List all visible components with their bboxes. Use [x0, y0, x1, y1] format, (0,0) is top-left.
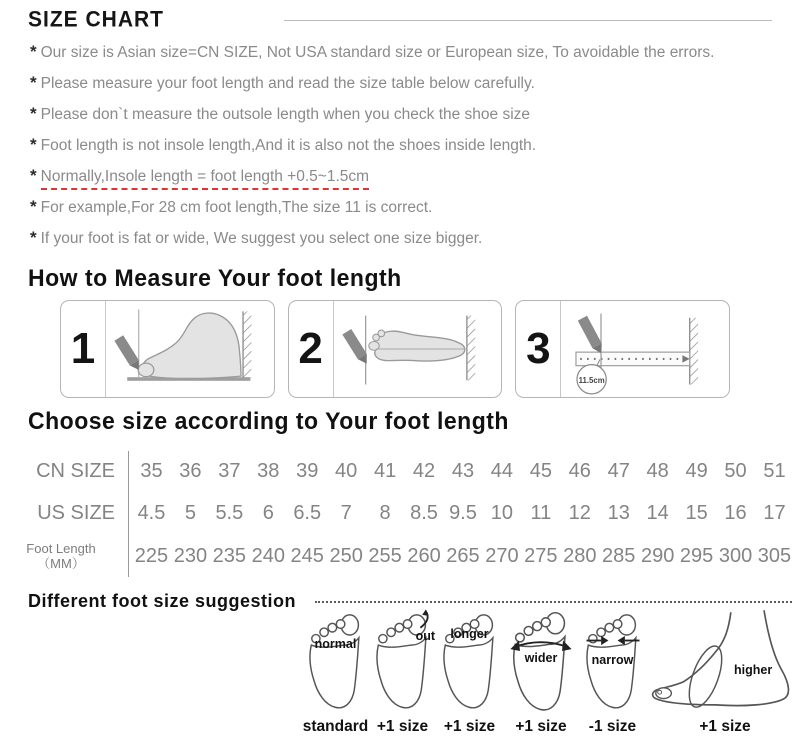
- cn-size-cell: 35: [140, 459, 163, 482]
- step-number: 1: [61, 301, 106, 397]
- us-size-cell: 8.5: [410, 501, 438, 524]
- note-text-underlined: Normally,Insole length = foot length +0.5~1.5cm: [41, 168, 369, 190]
- us-size-cell: 5: [184, 501, 196, 524]
- us-size-cell: 10: [490, 501, 514, 524]
- dotted-divider: [315, 601, 792, 603]
- figure-higher: [646, 605, 800, 736]
- table-divider: [128, 451, 129, 577]
- cn-size-cell: 39: [296, 459, 319, 482]
- note-item: [30, 197, 800, 228]
- cn-size-cell: 47: [607, 459, 630, 482]
- note-item: [30, 135, 800, 166]
- foot-length-cell: 295: [679, 544, 714, 567]
- step-3-illustration: [561, 301, 729, 397]
- foot-length-cell: 290: [640, 544, 675, 567]
- cn-size-cell: 44: [490, 459, 514, 482]
- table-row-footlength: [0, 533, 794, 579]
- cn-size-cell: 36: [179, 459, 202, 482]
- foot-length-cell: 235: [212, 544, 247, 567]
- note-text: Please measure your foot length and read the size table below carefully.: [40, 75, 535, 92]
- cn-size-cell: 40: [335, 459, 358, 482]
- cn-size-cell: 41: [373, 459, 397, 482]
- note-text: For example,For 28 cm foot length,The size 11 is correct.: [40, 199, 433, 216]
- foot-length-cell: 230: [173, 544, 208, 567]
- advice-label: +1 size: [699, 718, 751, 735]
- note-item: [30, 104, 800, 135]
- cn-size-cell: 43: [451, 459, 475, 482]
- figure-longer: [436, 607, 503, 736]
- foot-length-cell: 225: [134, 544, 169, 567]
- us-size-cell: 16: [724, 501, 747, 524]
- title-rule: [284, 20, 772, 21]
- condition-label: wider: [524, 651, 558, 665]
- figure-out: [369, 607, 436, 736]
- foot-length-label: Foot Length: [26, 541, 96, 556]
- cn-size-cell: 51: [763, 459, 786, 482]
- cn-size-cell: 50: [724, 459, 747, 482]
- us-size-cell: 12: [568, 501, 591, 524]
- measure-step-2: [288, 300, 503, 398]
- figure-narrow: [579, 607, 646, 736]
- us-size-cell: 14: [646, 501, 669, 524]
- condition-label: normal: [314, 637, 357, 651]
- row-header-foot-length: [0, 541, 128, 571]
- row-header-us-size: US SIZE: [37, 501, 115, 524]
- note-item: [30, 166, 800, 197]
- measure-step-3: [515, 300, 730, 398]
- us-size-cell: 8: [379, 501, 391, 524]
- us-size-cell: 11: [530, 501, 552, 524]
- title-row: [28, 8, 772, 32]
- cn-size-cell: 48: [646, 459, 669, 482]
- note-item: [30, 42, 800, 73]
- suggestion-figures: [302, 605, 800, 736]
- advice-label: -1 size: [588, 718, 637, 735]
- cn-size-cell: 45: [529, 459, 552, 482]
- table-row-us: [0, 493, 794, 533]
- foot-higher-icon: [647, 605, 800, 717]
- us-size-cell: 5.5: [215, 501, 244, 524]
- foot-length-cell: 275: [524, 544, 558, 567]
- condition-label: out: [415, 629, 435, 643]
- measured-length-label: 11.5cm: [578, 375, 606, 385]
- foot-length-cell: 305: [757, 544, 792, 567]
- cn-size-cell: 37: [218, 459, 241, 482]
- measure-steps: [60, 300, 730, 398]
- foot-length-cell: 300: [718, 544, 753, 567]
- us-size-cell: 15: [685, 501, 708, 524]
- foot-normal-icon: [304, 607, 368, 717]
- asterisk-icon: *: [30, 197, 37, 216]
- us-size-cell: 13: [607, 501, 630, 524]
- cn-size-cell: 49: [685, 459, 708, 482]
- figure-normal: [302, 607, 369, 736]
- row-header-cn-size: CN SIZE: [36, 459, 115, 482]
- foot-length-cell: 255: [368, 544, 402, 567]
- foot-length-unit: （MM）: [37, 556, 85, 571]
- cn-size-cell: 38: [257, 459, 280, 482]
- advice-label: +1 size: [515, 718, 567, 735]
- note-text: If your foot is fat or wide, We suggest you select one size bigger.: [40, 230, 483, 247]
- pencil-icon: [342, 329, 371, 366]
- foot-length-cell: 270: [485, 544, 519, 567]
- foot-top-measure-icon: [334, 301, 502, 397]
- measure-step-1: [60, 300, 275, 398]
- condition-label: longer: [450, 627, 489, 641]
- note-text: Foot length is not insole length,And it is also not the shoes inside length.: [40, 137, 537, 154]
- step-1-illustration: [106, 301, 274, 397]
- foot-length-cell: 265: [446, 544, 480, 567]
- us-size-cell: 9.5: [449, 501, 477, 524]
- asterisk-icon: *: [30, 228, 37, 247]
- condition-label: higher: [734, 663, 773, 677]
- note-text: Please don`t measure the outsole length when you check the shoe size: [40, 106, 531, 123]
- size-table: [0, 449, 794, 579]
- step-number: 3: [516, 301, 561, 397]
- cn-size-cell: 46: [568, 459, 591, 482]
- note-item: [30, 228, 800, 259]
- notes-list: [30, 42, 800, 259]
- suggestion-section: [0, 589, 800, 739]
- page-title: SIZE CHART: [28, 7, 164, 32]
- foot-out-icon: [371, 607, 435, 717]
- foot-length-cell: 245: [290, 544, 324, 567]
- size-table-heading: Choose size according to Your foot length: [28, 407, 509, 435]
- foot-length-cell: 280: [563, 544, 597, 567]
- foot-longer-icon: [438, 607, 502, 717]
- step-number: 2: [289, 301, 334, 397]
- advice-label: +1 size: [443, 718, 496, 735]
- note-item: [30, 73, 800, 104]
- cn-size-values: [128, 460, 794, 483]
- asterisk-icon: *: [30, 135, 37, 154]
- foot-length-cell: 250: [329, 544, 363, 567]
- us-size-cell: 6: [262, 501, 274, 524]
- foot-length-cell: 285: [602, 544, 636, 567]
- asterisk-icon: *: [30, 73, 37, 92]
- foot-length-cell: 260: [407, 544, 441, 567]
- foot-length-cell: 240: [251, 544, 285, 567]
- us-size-values: [128, 502, 794, 525]
- step-2-illustration: [334, 301, 502, 397]
- asterisk-icon: *: [30, 166, 37, 185]
- us-size-cell: 7: [340, 501, 352, 524]
- note-text: Our size is Asian size=CN SIZE, Not USA standard size or European size, To avoidable the errors.: [40, 44, 715, 61]
- advice-label: +1 size: [376, 718, 429, 735]
- asterisk-icon: *: [30, 104, 37, 123]
- advice-label: standard: [302, 718, 369, 735]
- girth-band-icon: [683, 642, 729, 711]
- figure-wider: [503, 607, 579, 736]
- us-size-cell: 17: [763, 501, 786, 524]
- suggestion-heading: Different foot size suggestion: [28, 591, 297, 611]
- table-row-cn: [0, 449, 794, 493]
- condition-label: narrow: [591, 653, 634, 667]
- asterisk-icon: *: [30, 42, 37, 61]
- measure-heading: How to Measure Your foot length: [28, 264, 402, 292]
- foot-length-values: [128, 545, 794, 568]
- ruler-measure-icon: [561, 301, 729, 397]
- us-size-cell: 4.5: [137, 501, 166, 524]
- cn-size-cell: 42: [412, 459, 436, 482]
- us-size-cell: 6.5: [293, 501, 322, 524]
- foot-side-measure-icon: [106, 301, 274, 397]
